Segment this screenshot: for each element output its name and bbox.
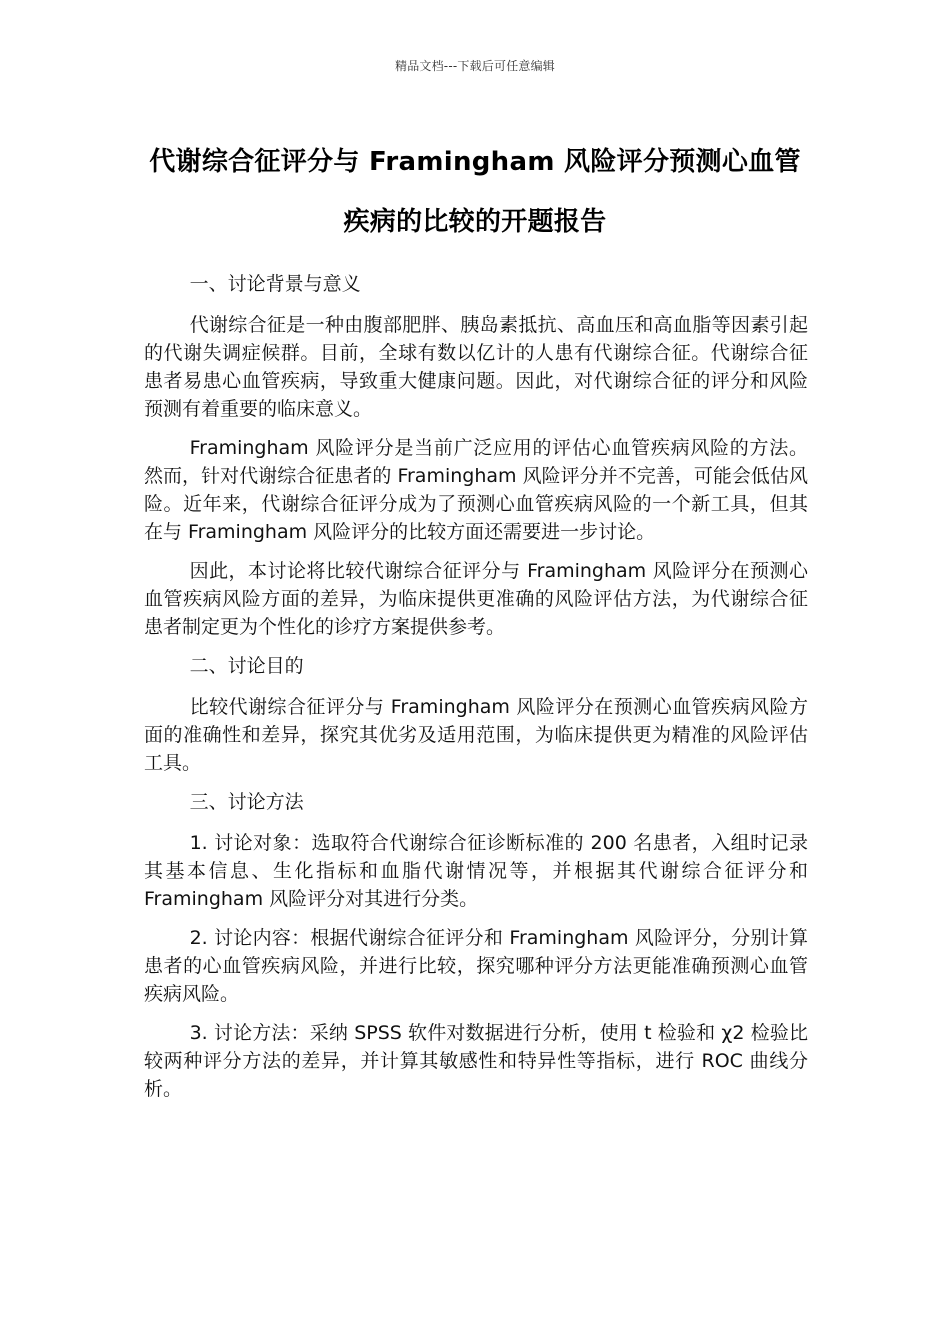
document-title: [140, 132, 810, 252]
document-body: [144, 270, 808, 1114]
header-note: 精品文档---下载后可任意编辑: [395, 59, 555, 73]
title-line-2: 疾病的比较的开题报告: [343, 207, 607, 237]
title-line-1: 代谢综合征评分与 Framingham 风险评分预测心血管: [149, 147, 801, 177]
background-paragraph-1: 代谢综合征是一种由腹部肥胖、胰岛素抵抗、高血压和高血脂等因素引起的代谢失调症候群。目前，全球有数以亿计的人患有代谢综合征。代谢综合征患者易患心血管疾病，导致重大健康问题。因此，对代谢综合征的评分和风险预测有着重要的临床意义。: [144, 314, 808, 420]
section-heading-methods: 三、讨论方法: [189, 791, 304, 813]
background-paragraph-3: 因此，本讨论将比较代谢综合征评分与 Framingham 风险评分在预测心血管疾病风险方面的差异，为临床提供更准确的风险评估方法，为代谢综合征患者制定更为个性化的诊疗方案提供参考。: [144, 560, 808, 638]
methods-item-2: 2. 讨论内容：根据代谢综合征评分和 Framingham 风险评分，分别计算患者的心血管疾病风险，并进行比较，探究哪种评分方法更能准确预测心血管疾病风险。: [144, 927, 808, 1005]
purpose-paragraph-1: 比较代谢综合征评分与 Framingham 风险评分在预测心血管疾病风险方面的准确性和差异，探究其优劣及适用范围，为临床提供更为精准的风险评估工具。: [144, 696, 808, 774]
section-heading-background: 一、讨论背景与意义: [189, 273, 361, 295]
methods-item-1: 1. 讨论对象：选取符合代谢综合征诊断标准的 200 名患者，入组时记录其基本信息、生化指标和血脂代谢情况等，并根据其代谢综合征评分和 Framingham 风险评分对其进行分类。: [144, 832, 808, 910]
methods-item-3: 3. 讨论方法：采纳 SPSS 软件对数据进行分析，使用 t 检验和 χ2 检验比较两种评分方法的差异，并计算其敏感性和特异性等指标，进行 ROC 曲线分析。: [144, 1022, 808, 1100]
section-heading-purpose: 二、讨论目的: [189, 655, 304, 677]
background-paragraph-2: Framingham 风险评分是当前广泛应用的评估心血管疾病风险的方法。然而，针对代谢综合征患者的 Framingham 风险评分并不完善，可能会低估风险。近年来，代谢综合征评分成为了预测心血管疾病风险的一个新工具，但其在与 Framingham 风险评分的比较方面还需要进一步讨论。: [144, 437, 808, 543]
